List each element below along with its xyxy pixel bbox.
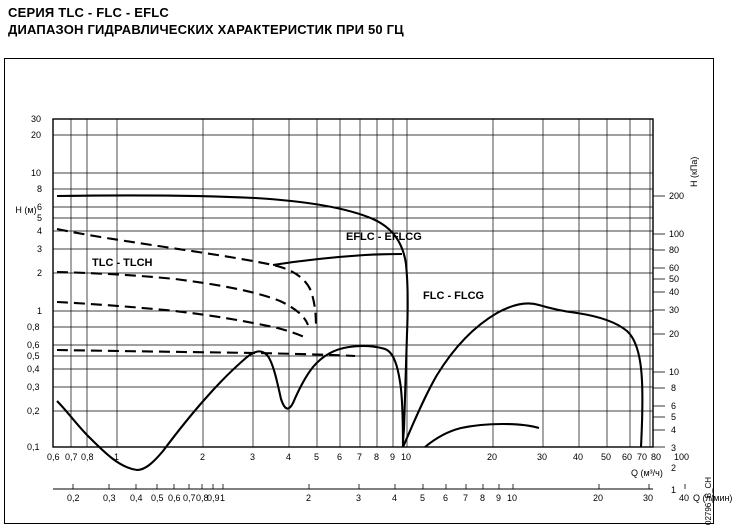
x-tick-20: 20 — [487, 452, 498, 462]
x2-tick-5: 5 — [420, 493, 426, 503]
y-tick-10: 10 — [31, 168, 42, 178]
x-tick-0-8: 0,8 — [81, 452, 94, 462]
x2-tick-30: 30 — [643, 493, 654, 503]
x-tick-60: 60 — [622, 452, 633, 462]
x-tick-9: 9 — [390, 452, 396, 462]
x-tick-1: 1 — [114, 452, 120, 462]
annotation-flc-flcg: FLC - FLCG — [423, 290, 485, 302]
y2-tick-2: 2 — [671, 463, 677, 473]
header-block — [8, 4, 708, 38]
x2-tick-0-7: 0,7 — [183, 493, 196, 503]
x2-tick-0-6: 0,6 — [168, 493, 181, 503]
x2-tick-6: 6 — [443, 493, 449, 503]
x2-axis-label: Q (л/мин) — [693, 493, 732, 503]
x2-tick-8: 8 — [480, 493, 486, 503]
y-tick-05: 0,5 — [27, 351, 40, 361]
x2-tick-1: 1 — [220, 493, 226, 503]
y-tick-2: 2 — [37, 268, 43, 278]
y-tick-02: 0,2 — [27, 406, 40, 416]
x2-tick-0-3: 0,3 — [103, 493, 116, 503]
y-tick-3: 3 — [37, 244, 43, 254]
y2-tick-8: 8 — [671, 383, 677, 393]
x2-tick-20: 20 — [593, 493, 604, 503]
x2-tick-10: 10 — [507, 493, 518, 503]
y-tick-6: 6 — [37, 202, 43, 212]
x-tick-0-6: 0,6 — [47, 452, 60, 462]
x2-tick-0-5: 0,5 — [151, 493, 164, 503]
y-tick-4: 4 — [37, 226, 43, 236]
x2-tick-2: 2 — [306, 493, 312, 503]
y2-tick-20: 20 — [669, 329, 680, 339]
y2-tick-5: 5 — [671, 412, 677, 422]
series-title: СЕРИЯ TLC - FLC - EFLC — [8, 5, 170, 20]
x-tick-5: 5 — [314, 452, 320, 462]
annotation-eflc-eflcg: EFLC - EFLCG — [346, 231, 422, 243]
x2-tick-0-2: 0,2 — [67, 493, 80, 503]
x-tick-70: 70 — [637, 452, 648, 462]
x2-tick-0-4: 0,4 — [130, 493, 143, 503]
y-tick-04: 0,4 — [27, 364, 40, 374]
x2-tick-3: 3 — [356, 493, 362, 503]
y-tick-03: 0,3 — [27, 382, 40, 392]
chart-title: ДИАПАЗОН ГИДРАВЛИЧЕСКИХ ХАРАКТЕРИСТИК ПРИ 50 ГЦ — [8, 22, 404, 37]
x-tick-10: 10 — [401, 452, 412, 462]
x-axis-label: Q (м³/ч) — [631, 468, 663, 478]
y-tick-30: 30 — [31, 114, 42, 124]
y-tick-1: 1 — [37, 306, 43, 316]
y2-tick-40: 40 — [669, 287, 680, 297]
y-tick-01: 0,1 — [27, 442, 40, 452]
x2-tick-0-8: 0,8 — [196, 493, 209, 503]
x2-tick-4: 4 — [392, 493, 398, 503]
x2-tick-9: 9 — [496, 493, 502, 503]
y2-tick-10: 10 — [669, 367, 680, 377]
y2-tick-6: 6 — [671, 401, 677, 411]
y2-tick-4: 4 — [671, 425, 677, 435]
x-tick-0-7: 0,7 — [65, 452, 78, 462]
chart-frame — [4, 58, 732, 524]
y2-tick-80: 80 — [669, 245, 680, 255]
x2-tick-7: 7 — [463, 493, 469, 503]
y2-tick-30: 30 — [669, 305, 680, 315]
y2-axis-label: H (кПа) — [689, 156, 699, 187]
x-tick-4: 4 — [286, 452, 292, 462]
y2-tick-200: 200 — [669, 191, 685, 201]
y2-tick-100: 100 — [669, 229, 685, 239]
x-tick-2: 2 — [200, 452, 206, 462]
y2-tick-3: 3 — [671, 443, 677, 453]
x-tick-7: 7 — [357, 452, 363, 462]
x-tick-8: 8 — [374, 452, 380, 462]
drawing-code: 02796_B_CH — [704, 476, 713, 525]
x-tick-3: 3 — [250, 452, 256, 462]
x-tick-6: 6 — [337, 452, 343, 462]
y-axis-label: H (м) — [15, 205, 37, 215]
x-tick-100: 100 — [674, 452, 690, 462]
y-tick-06: 0,6 — [27, 340, 40, 350]
x2-tick-0-9: 0,9 — [207, 493, 220, 503]
y-tick-08: 0,8 — [27, 322, 40, 332]
x-tick-40: 40 — [573, 452, 584, 462]
y2-tick-60: 60 — [669, 263, 680, 273]
y-tick-20: 20 — [31, 130, 42, 140]
y2-tick-1: 1 — [671, 485, 677, 495]
annotation-tlc-tlch: TLC - TLCH — [92, 257, 153, 269]
y-tick-8: 8 — [37, 184, 43, 194]
x-tick-80: 80 — [651, 452, 662, 462]
y2-tick-50: 50 — [669, 274, 680, 284]
x2-tick-40: 40 — [679, 493, 690, 503]
x-tick-30: 30 — [537, 452, 548, 462]
y-tick-5: 5 — [37, 213, 43, 223]
x-tick-50: 50 — [601, 452, 612, 462]
